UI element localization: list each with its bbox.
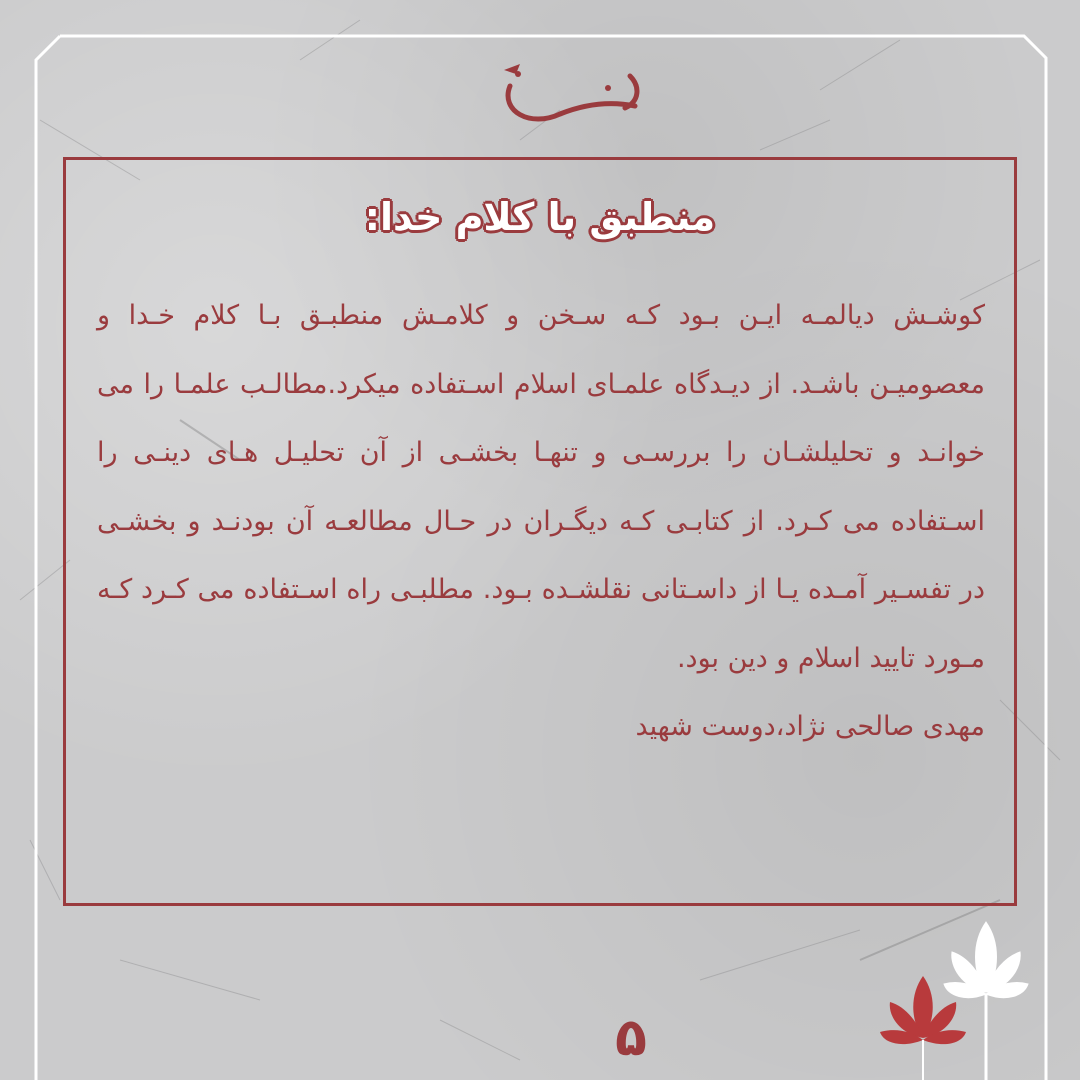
article-body	[97, 282, 985, 762]
body-paragraph: کوشـش دیالمـه ایـن بـود کـه سـخن و کلامـش منطبـق بـا کلام خـدا و معصومیـن باشـد. از دیـدگاه علمـای اسلام اسـتفاده میکرد.مطالـب علمـا را می خوانـد و تحلیلشـان را بررسـی و تنهـا بخشـی از آن تحلیـل هـای دینـی را اسـتفاده می کـرد. از کتابـی کـه دیگـران در حـال مطالعـه آن بودنـد و بخشـی در تفسـیر آمـده یـا از داسـتانی نقلشـده بـود. مطلبـی راه اسـتفاده می کـرد کـه مـورد تایید اسلام و دین بود.	[97, 300, 985, 674]
brand-logo	[490, 56, 650, 136]
page-number: ۵	[615, 1008, 647, 1068]
calligraphy-logo-icon	[490, 56, 650, 136]
page-title: منطبق با کلام خدا:	[364, 195, 716, 239]
title-container	[0, 195, 1080, 239]
author-attribution: مهدی صالحی نژاد،دوست شهید	[635, 711, 985, 742]
red-lotus-icon	[878, 968, 968, 1080]
